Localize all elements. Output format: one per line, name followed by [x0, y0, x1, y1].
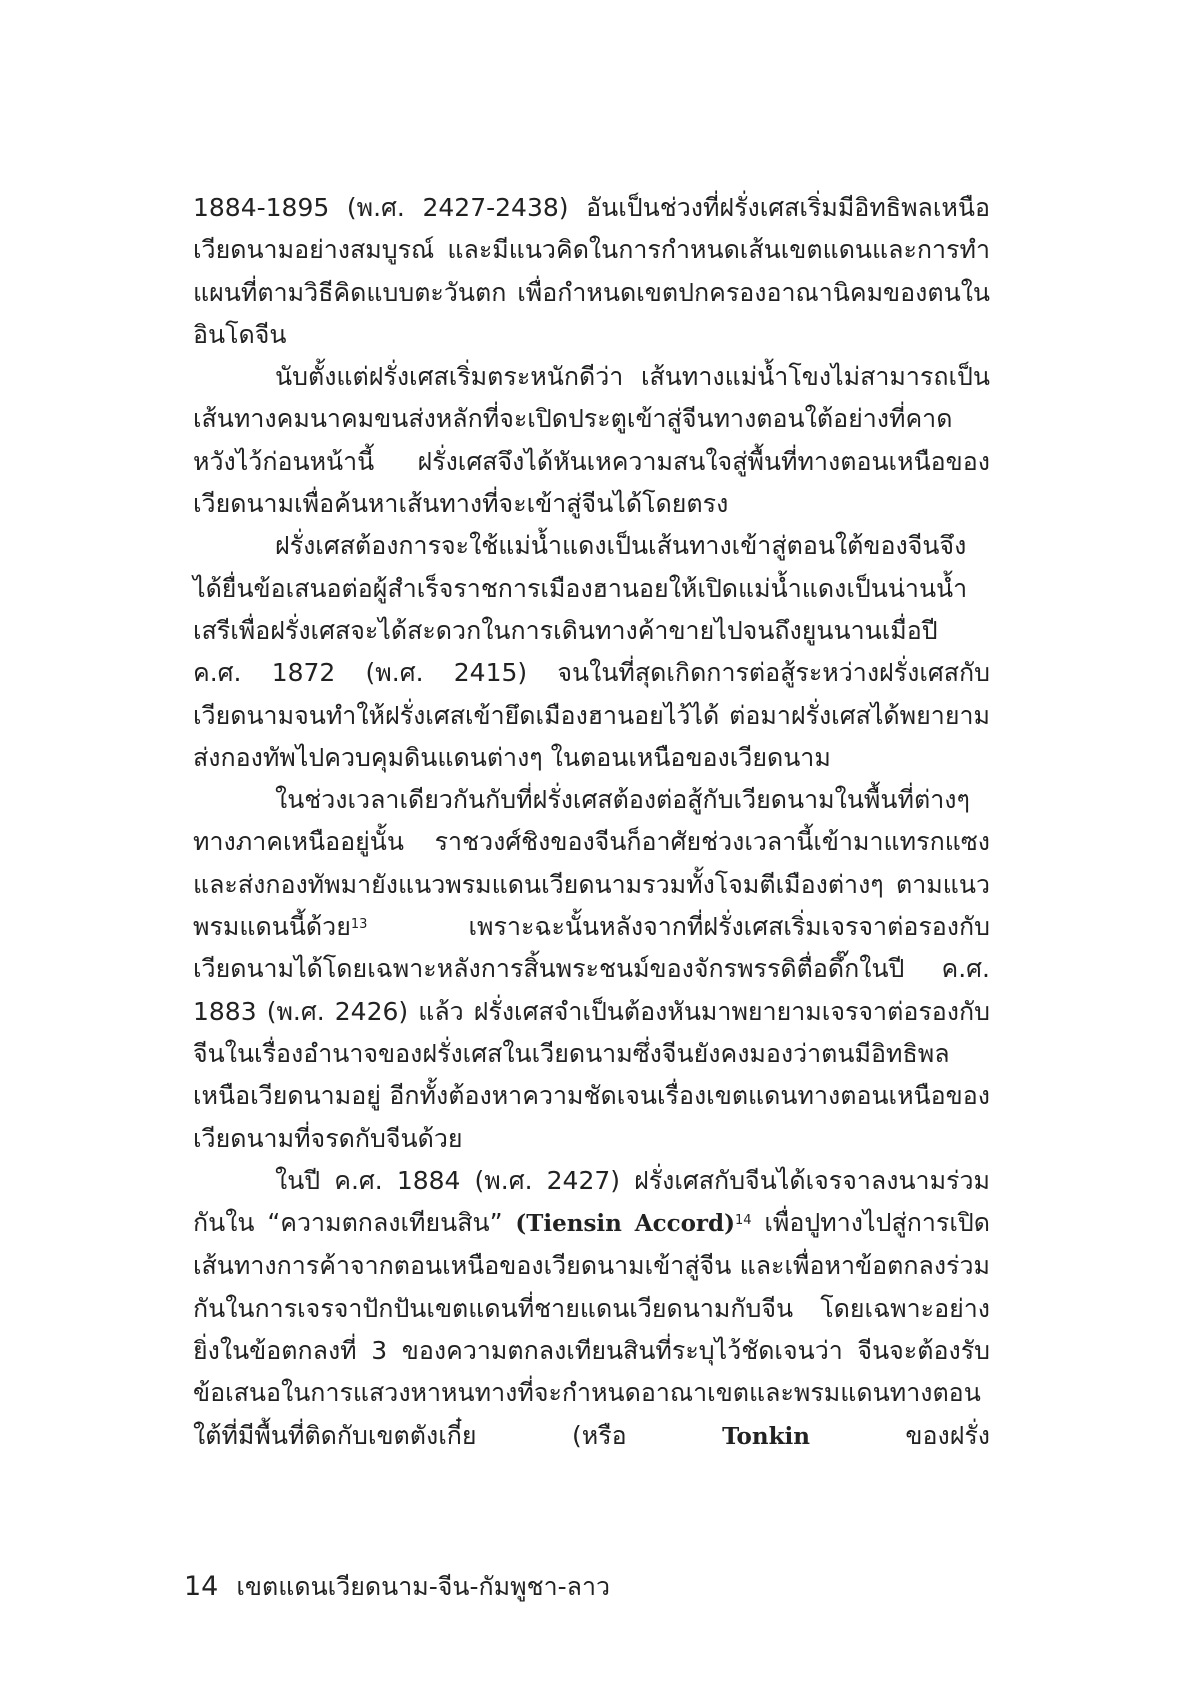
paragraph-4 — [193, 779, 990, 1160]
body-text — [193, 187, 990, 1458]
page-footer — [184, 1567, 984, 1607]
paragraph-2 — [193, 356, 990, 525]
paragraph-2-text: นับตั้งแต่ฝรั่งเศสเริ่มตระหนักดีว่า เส้นทางแม่น้ำโขงไม่สามารถเป็นเส้นทางคมนาคมขนส่งหลักที่จะเปิดประตูเข้าสู่จีนทางตอนใต้อย่างที่คาดหวังไว้ก่อนหน้านี้ ฝรั่งเศสจึงได้หันเหความสนใจสู่พื้นที่ทางตอนเหนือของเวียดนามเพื่อค้นหาเส้นทางที่จะเข้าสู่จีนได้โดยตรง — [193, 362, 990, 519]
english-term-tiensin-accord: (Tiensin Accord) — [515, 1210, 736, 1238]
english-term-tonkin: Tonkin — [722, 1422, 810, 1450]
paragraph-1 — [193, 187, 990, 356]
footnote-marker-13[interactable]: 13 — [350, 917, 368, 933]
paragraph-4-text-before: ในช่วงเวลาเดียวกันกับที่ฝรั่งเศสต้องต่อสู้กับเวียดนามในพื้นที่ต่างๆ ทางภาคเหนืออยู่นั้น ราชวงศ์ชิงของจีนก็อาศัยช่วงเวลานี้เข้ามาแทรกแซงและส่งกองทัพมายังแนวพรมแดนเวียดนามรวมทั้งโจมตีเมืองต่างๆ ตามแนวพรมแดนนี้ด้วย — [193, 785, 990, 942]
page-number: 14 — [184, 1571, 219, 1602]
footnote-marker-14[interactable]: 14 — [735, 1213, 752, 1229]
paragraph-5-text-c: ของฝรั่ง — [810, 1420, 990, 1450]
paragraph-5-text-b: เพื่อปูทางไปสู่การเปิดเส้นทางการค้าจากตอนเหนือของเวียดนามเข้าสู่จีน และเพื่อหาข้อตกลงร่วมกันในการเจรจาปักปันเขตแดนที่ชายแดนเวียดนามกับจีน โดยเฉพาะอย่างยิ่งในข้อตกลงที่ 3 ของความตกลงเทียนสินที่ระบุไว้ชัดเจนว่า จีนจะต้องรับข้อเสนอในการแสวงหาหนทางที่จะกำหนดอาณาเขตและพรมแดนทางตอนใต้ที่มีพื้นที่ติดกับเขตตังเกี๋ย (หรือ — [193, 1208, 990, 1450]
paragraph-3 — [193, 525, 990, 779]
paragraph-1-text: 1884-1895 (พ.ศ. 2427-2438) อันเป็นช่วงที่ฝรั่งเศสเริ่มมีอิทธิพลเหนือเวียดนามอย่างสมบูรณ์ และมีแนวคิดในการกำหนดเส้นเขตแดนและการทำแผนที่ตามวิธีคิดแบบตะวันตก เพื่อกำหนดเขตปกครองอาณานิคมของตนในอินโดจีน — [193, 193, 990, 349]
paragraph-3-text: ฝรั่งเศสต้องการจะใช้แม่น้ำแดงเป็นเส้นทางเข้าสู่ตอนใต้ของจีนจึงได้ยื่นข้อเสนอต่อผู้สำเร็จราชการเมืองฮานอยให้เปิดแม่น้ำแดงเป็นน่านน้ำเสรีเพื่อฝรั่งเศสจะได้สะดวกในการเดินทางค้าขายไปจนถึงยูนนานเมื่อปี ค.ศ. 1872 (พ.ศ. 2415) จนในที่สุดเกิดการต่อสู้ระหว่างฝรั่งเศสกับเวียดนามจนทำให้ฝรั่งเศสเข้ายึดเมืองฮานอยไว้ได้ ต่อมาฝรั่งเศสได้พยายามส่งกองทัพไปควบคุมดินแดนต่างๆ ในตอนเหนือของเวียดนาม — [193, 531, 990, 772]
paragraph-4-text-after: เพราะฉะนั้นหลังจากที่ฝรั่งเศสเริ่มเจรจาต่อรองกับเวียดนามได้โดยเฉพาะหลังการสิ้นพระชนม์ของจักรพรรดิตื่อดึ๊กในปี ค.ศ. 1883 (พ.ศ. 2426) แล้ว ฝรั่งเศสจำเป็นต้องหันมาพยายามเจรจาต่อรองกับจีนในเรื่องอำนาจของฝรั่งเศสในเวียดนามซึ่งจีนยังคงมองว่าตนมีอิทธิพลเหนือเวียดนามอยู่ อีกทั้งต้องหาความชัดเจนเรื่องเขตแดนทางตอนเหนือของเวียดนามที่จรดกับจีนด้วย — [193, 912, 990, 1153]
paragraph-5 — [193, 1160, 990, 1458]
paragraph-5-text-a: ในปี ค.ศ. 1884 (พ.ศ. 2427) ฝรั่งเศสกับจีนได้เจรจาลงนามร่วมกันใน “ความตกลงเทียนสิน” — [193, 1165, 990, 1238]
running-title: เขตแดนเวียดนาม-จีน-กัมพูชา-ลาว — [236, 1572, 611, 1601]
